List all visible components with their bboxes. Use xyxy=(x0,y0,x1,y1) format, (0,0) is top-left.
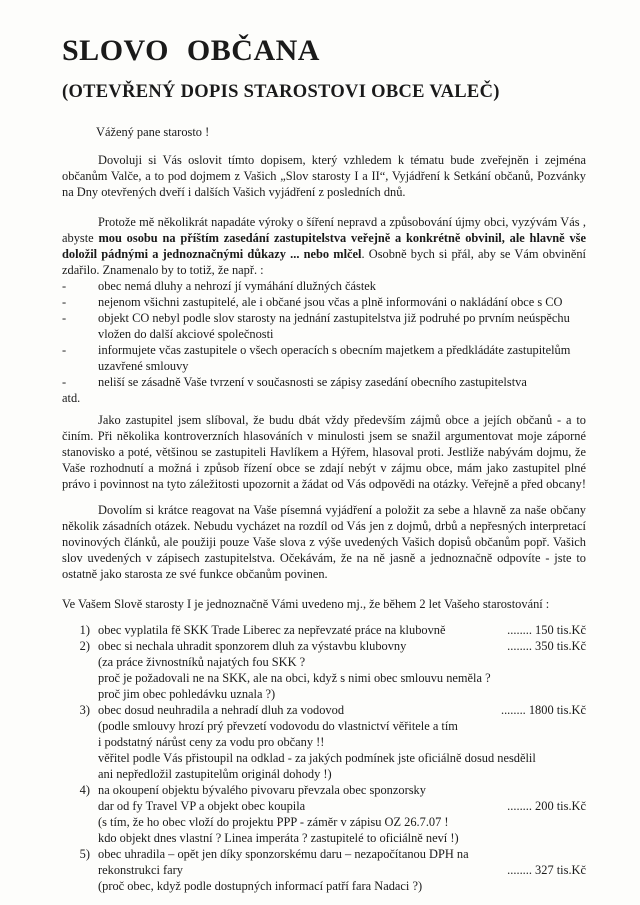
item-amount: ........ 1800 tis.Kč xyxy=(500,703,586,717)
list-dash: - xyxy=(62,375,67,389)
item-text: rekonstrukci fary xyxy=(98,863,183,877)
paragraph-2-line-4: zdařilo. Znamenalo by to totiž, že např. : xyxy=(62,263,264,277)
item-text: obec vyplatila fě SKK Trade Liberec za nepřevzaté práce na klubovně xyxy=(98,623,446,637)
paragraph-1-line-2: občanům Valče, a to pod dojmem z Vašich „Slov starosty I a II“, Vyjádření k Setkání občanů, Pozvánky xyxy=(62,169,586,183)
item-amount: ........ 327 tis.Kč xyxy=(507,863,586,877)
item-text: (s tím, že ho obec vloží do projektu PPP - záměr v zápisu OZ 26.7.07 ! xyxy=(98,815,449,829)
item-text: proč jim obec pohledávku uznala ?) xyxy=(98,687,276,701)
list-dash: - xyxy=(62,295,67,309)
salutation: Vážený pane starosto ! xyxy=(96,125,210,139)
paragraph-4-line-5: ostatně jako starosta ze své funkce občanům povinen. xyxy=(62,567,328,581)
list-item xyxy=(62,342,586,374)
item-text: kdo objekt dnes vlastní ? Linea imperáta ? zastupitelé to oficiálně neví !) xyxy=(98,831,459,845)
paragraph-3-line-3: stanovisko a poté, většinou se zastupiteli Havlíkem a Hýřem, hlasoval proti. Jestliže nabývám dojmu, že xyxy=(62,445,586,459)
paragraph-3-line-2: činím. Při několika kontroverzních hlasováních v minulosti jsem se snažil argumentovat moje záporné xyxy=(62,429,586,443)
list-item xyxy=(62,294,586,310)
paragraph-2-bold-demand: mou osobu na příštím zasedání zastupitelstva veřejně a konkrétně obvinil, ale hlavně vše xyxy=(98,231,586,245)
item-text: na okoupení objektu bývalého pivovaru převzala obec sponzorsky xyxy=(98,783,426,797)
document-subtitle: (OTEVŘENÝ DOPIS STAROSTOVI OBCE VALEČ) xyxy=(62,82,500,102)
numbered-item-4 xyxy=(62,782,586,846)
item-number: 4) xyxy=(79,783,90,797)
item-number: 2) xyxy=(79,639,90,653)
paragraph-1-line-3: na Dny otevřených dveří i dalších Vašich vyjádření z posledních dnů. xyxy=(62,185,406,199)
item-number: 5) xyxy=(79,847,90,861)
paragraph-2-line-3-end: . Osobně bych si přál, aby se Vám obvinění xyxy=(361,247,586,261)
paragraph-1-line-1: Dovoluji si Vás oslovit tímto dopisem, který vzhledem k tématu bude zveřejněn i zejména xyxy=(98,153,586,167)
item-text: (za práce živnostníků najatých fou SKK ? xyxy=(98,655,306,669)
list-item-text: vložen do další akciové společnosti xyxy=(98,327,274,341)
paragraph-2-line-3 xyxy=(62,246,586,262)
item-text: ani nepředložil zastupitelům originál dohody !) xyxy=(98,767,332,781)
list-etc: atd. xyxy=(62,391,81,405)
document-title: SLOVO OBČANA xyxy=(62,34,320,67)
paragraph-2-line-2-start: abyste xyxy=(62,231,99,245)
list-item-text: neliší se zásadně Vaše tvrzení v současnosti se zápisy zasedání obecního zastupitelstva xyxy=(98,375,527,389)
list-item-text: nejenom všichni zastupitelé, ale i občané jsou včas a plně informováni o nakládání obce s CO xyxy=(98,295,563,309)
item-text: obec dosud neuhradila a nehradí dluh za vodovod xyxy=(98,703,345,717)
list-dash: - xyxy=(62,343,67,357)
list-item xyxy=(62,374,586,390)
list-dash: - xyxy=(62,279,67,293)
list-item-text: informujete včas zastupitele o všech operacích s obecním majetkem a předkládáte zastupitelům xyxy=(98,343,571,357)
item-text: proč je požadovali ne na SKK, ale na obci, když s nimi obec smlouvu neměla ? xyxy=(98,671,491,685)
paragraph-2-bold-proof: doložil pádnými a jednoznačnými důkazy ... nebo mlčel xyxy=(62,247,362,261)
list-item xyxy=(62,310,586,342)
item-text: věřitel podle Vás přistoupil na odklad - za jakých podmínek jste oficiálně dosud nesdělil xyxy=(98,751,536,765)
item-text: dar od fy Travel VP a objekt obec koupila xyxy=(98,799,306,813)
list-item-text: uzavřené smlouvy xyxy=(98,359,189,373)
numbered-list-intro: Ve Vašem Slově starosty I je jednoznačně Vámi uvedeno mj., že během 2 let Vašeho starostování : xyxy=(62,597,550,611)
paragraph-2-line-1: Protože mě několikrát napadáte výroky o šíření nepravd a způsobování újmy obci, vyzývám Vás , xyxy=(98,215,586,229)
item-text: obec si nechala uhradit sponzorem dluh za výstavbu klubovny xyxy=(98,639,407,653)
paragraph-4-line-1: Dovolím si krátce reagovat na Vaše písemná vyjádření a položit za sebe a hlavně za naše občany xyxy=(98,503,586,517)
item-number: 3) xyxy=(79,703,90,717)
item-text: obec uhradila – opět jen díky sponzorskému daru – nezapočítanou DPH na xyxy=(98,847,469,861)
list-item-text: obec nemá dluhy a nehrozí jí vymáhání dlužných částek xyxy=(98,279,377,293)
paragraph-2-line-2 xyxy=(62,230,586,246)
paragraph-4-line-4: slov uvedených v zápisech zastupitelstva. Očekávám, že na ně jasně a jednoznačně odpovíte - jste to xyxy=(62,551,586,565)
paragraph-3-line-4: Vaše rozhodnutí a možná i způsob řízení obce se zdají nebýt v zájmu obce, mám jako zastupitel plné xyxy=(62,461,586,475)
item-text: i podstatný nárůst ceny za vodu pro občany !! xyxy=(98,735,325,749)
list-item-text: objekt CO nebyl podle slov starosty na jednání zastupitelstva již podruhé po prvním neúspěchu xyxy=(98,311,570,325)
item-amount: ........ 200 tis.Kč xyxy=(507,799,586,813)
item-amount: ........ 350 tis.Kč xyxy=(507,639,586,653)
paragraph-4-line-2: několik zásadních otázek. Nebudu vycházet na rozdíl od Vás jen z dojmů, drbů a nepřesných interpretací xyxy=(62,519,586,533)
list-dash: - xyxy=(62,311,67,325)
list-item xyxy=(62,278,586,294)
paragraph-3-line-1: Jako zastupitel jsem slíboval, že budu dbát vždy především zájmů obce a jejích občanů - a to xyxy=(98,413,586,427)
item-amount: ........ 150 tis.Kč xyxy=(507,623,586,637)
paragraph-3-line-5: právo i povinnost na tyto záležitosti upozornit a žádat od Vás odpovědi na otázky. Veřejně a před obcany! xyxy=(62,477,586,491)
paragraph-4-line-3: novinových článků, ale použiji pouze Vaše slova z výše uvedených Vašich dopisů občanům popř. Vašich xyxy=(62,535,586,549)
item-text: (proč obec, když podle dostupných informací patří fara Nadaci ?) xyxy=(98,879,423,893)
item-text: (podle smlouvy hrozí prý převzetí vodovodu do vlastnictví věřitele a tím xyxy=(98,719,458,733)
item-number: 1) xyxy=(79,623,90,637)
